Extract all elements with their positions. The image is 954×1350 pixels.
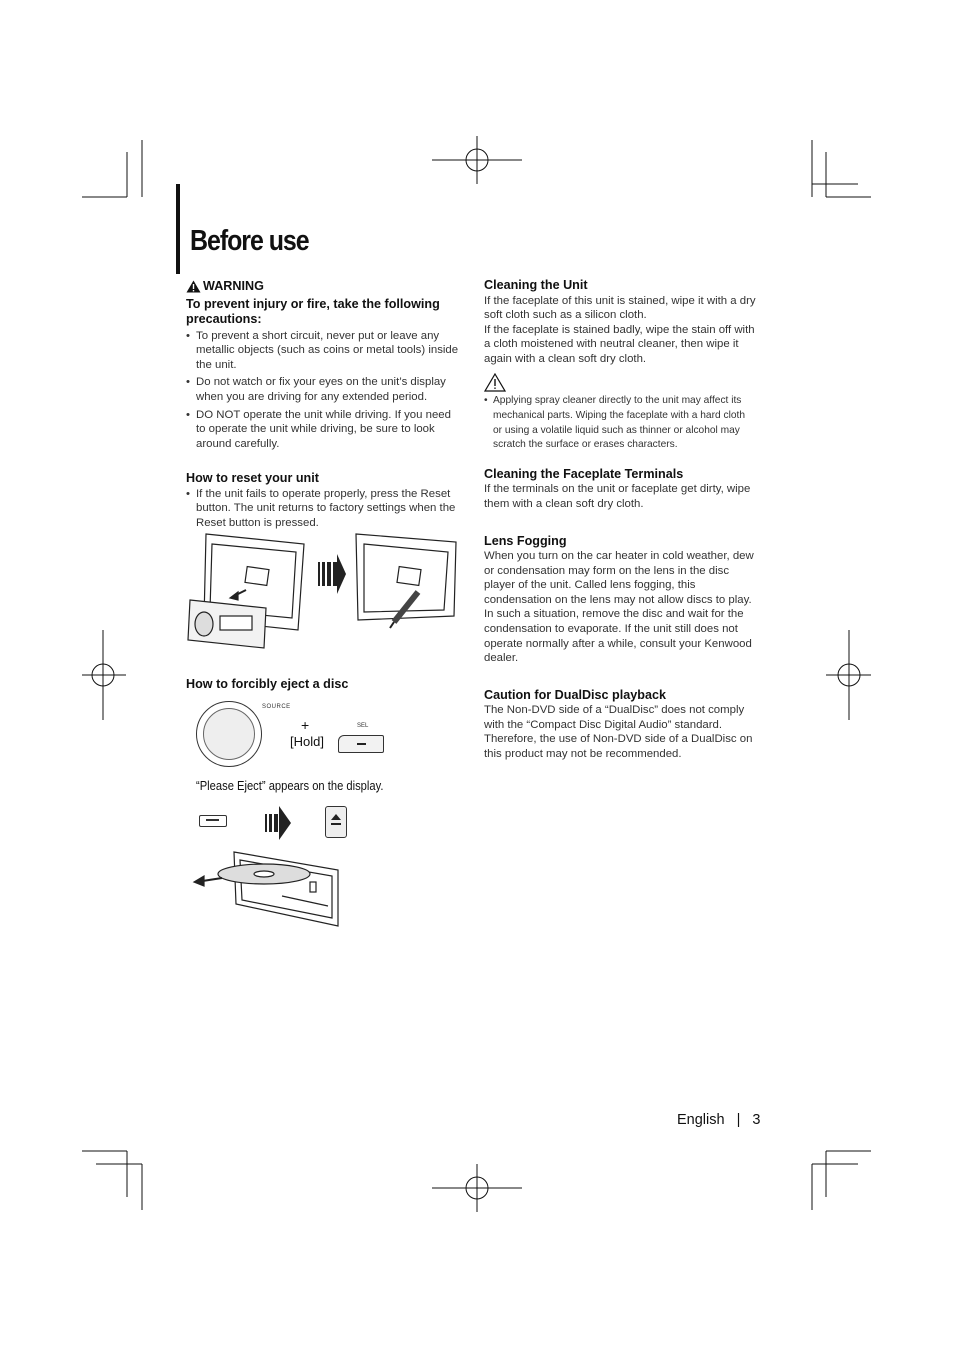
- paragraph: If the faceplate of this unit is stained, wipe it with a dry soft cloth such as a silicon cloth.: [484, 294, 756, 322]
- title-bar: [176, 184, 180, 274]
- plus-sign: +: [301, 717, 310, 733]
- warning-triangle-icon: [186, 280, 201, 293]
- list-item: • Do not watch or fix your eyes on the unit’s display when you are driving for any extended period.: [186, 375, 462, 404]
- source-knob[interactable]: [196, 701, 262, 767]
- sel-button[interactable]: [338, 735, 384, 753]
- paragraph: If the faceplate is stained badly, wipe the stain off with a cloth moistened with neutral cleaner, then wipe it again with a clean soft dry cloth.: [484, 323, 755, 365]
- right-column: [484, 278, 756, 762]
- disc-eject-illustration: [192, 848, 344, 928]
- reset-section: [186, 471, 462, 533]
- page-title: Before use: [190, 225, 309, 257]
- terminals-heading: Cleaning the Faceplate Terminals: [484, 466, 684, 481]
- footer-language: English: [677, 1112, 725, 1128]
- eject-button[interactable]: [325, 806, 347, 838]
- eject-section: [186, 677, 462, 693]
- list-item: • Applying spray cleaner directly to the unit may affect its mechanical parts. Wiping the faceplate with a hard cloth or using a volatile liquid such as thinner or alcohol may scratch the surface or erases characters.: [484, 394, 756, 452]
- page-footer: [677, 1112, 760, 1128]
- release-button[interactable]: [199, 815, 227, 827]
- eject-icon: [326, 807, 346, 837]
- arrow-right-icon: [265, 806, 293, 840]
- paragraph: When you turn on the car heater in cold weather, dew or condensation may form on the lens in the disc player of the unit. Called lens fogging, this condensation on the lens may not allow discs to play. In such a situation, remove the disc and wait for the condensation to evaporate. If the unit still does not operate normally after a while, consult your Kenwood dealer.: [484, 550, 754, 665]
- page-number: 3: [752, 1112, 761, 1128]
- warning-list: [186, 329, 462, 452]
- sel-label: SEL: [357, 723, 369, 729]
- list-item: • If the unit fails to operate properly, press the Reset button. The unit returns to factory settings when the Reset button is pressed.: [186, 487, 462, 531]
- caution-triangle-icon: [484, 373, 506, 392]
- warning-label: WARNING: [203, 279, 264, 293]
- reset-heading: How to reset your unit: [186, 471, 319, 485]
- dualdisc-heading: Caution for DualDisc playback: [484, 687, 666, 702]
- hold-label: [Hold]: [290, 734, 324, 749]
- reset-illustration: [186, 530, 466, 650]
- paragraph: If the terminals on the unit or faceplate get dirty, wipe them with a clean soft dry cloth.: [484, 483, 751, 510]
- warning-heading: To prevent injury or fire, take the following precautions:: [186, 296, 440, 327]
- cleaning-unit-heading: Cleaning the Unit: [484, 278, 588, 292]
- footer-separator: |: [736, 1112, 741, 1128]
- eject-heading: How to forcibly eject a disc: [186, 677, 349, 691]
- warning-title: [186, 279, 462, 294]
- eject-caption: “Please Eject” appears on the display.: [196, 778, 384, 793]
- source-label: SOURCE: [262, 704, 291, 710]
- list-item: • To prevent a short circuit, never put or leave any metallic objects (such as coins or metal tools) inside the unit.: [186, 329, 462, 373]
- list-item: • DO NOT operate the unit while driving. If you need to operate the unit while driving, be sure to look around carefully.: [186, 408, 462, 452]
- left-column: [186, 279, 462, 454]
- fogging-heading: Lens Fogging: [484, 533, 567, 548]
- paragraph: The Non-DVD side of a “DualDisc” does not comply with the “Compact Disc Digital Audio” standard. Therefore, the use of Non-DVD side of a DualDisc on this product may not be recommended.: [484, 704, 753, 761]
